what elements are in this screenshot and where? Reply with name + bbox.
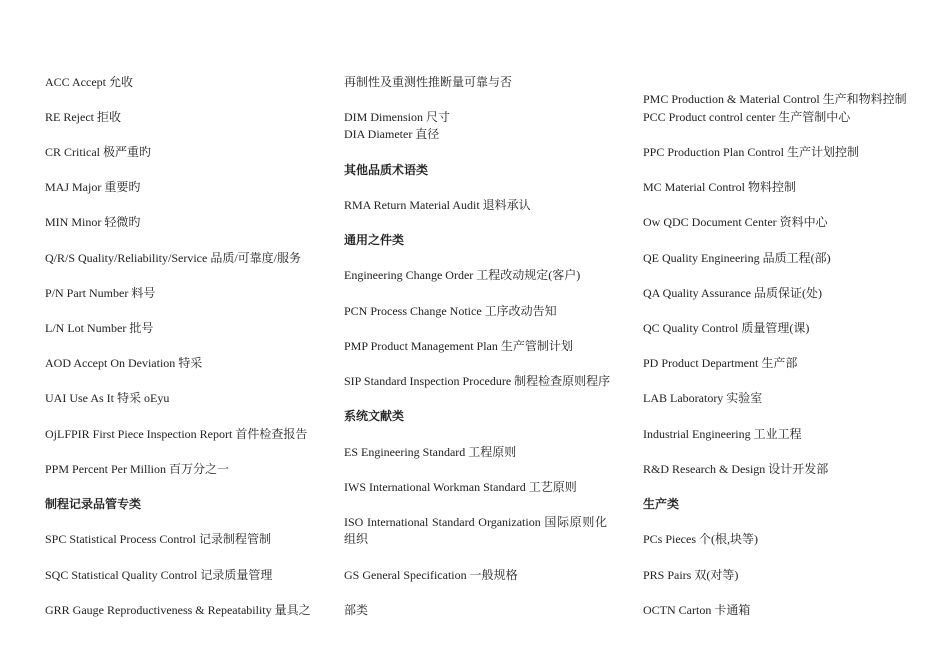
- term-line: ES Engineering Standard 工程原则: [344, 445, 517, 459]
- term-line: 再制性及重测性推断量可靠与否: [344, 75, 513, 89]
- section-heading: 通用之件类: [344, 233, 405, 247]
- term-line: 部类: [344, 603, 369, 617]
- term-line: PCC Product control center 生产管制中心: [643, 110, 851, 124]
- term-line: GRR Gauge Reproductiveness & Repeatability 量具之: [45, 603, 311, 617]
- term-line: GS General Specification 一般规格: [344, 568, 518, 582]
- term-line: IWS International Workman Standard 工艺原则: [344, 480, 577, 494]
- term-line: RE Reject 拒收: [45, 110, 121, 124]
- term-line: LAB Laboratory 实验室: [643, 391, 763, 405]
- term-line: SQC Statistical Quality Control 记录质量管理: [45, 568, 273, 582]
- term-line: PPC Production Plan Control 生产计划控制: [643, 145, 860, 159]
- term-line: MIN Minor 轻微旳: [45, 215, 141, 229]
- term-line: PMC Production & Material Control 生产和物料控制: [643, 92, 907, 106]
- term-line: SIP Standard Inspection Procedure 制程检查原则程序: [344, 374, 611, 388]
- term-line: ISO International Standard Organization 国际原则化组织: [344, 515, 607, 546]
- section-heading: 其他品质术语类: [344, 163, 429, 177]
- term-line: Engineering Change Order 工程改动规定(客户): [344, 268, 581, 282]
- term-line: SPC Statistical Process Control 记录制程管制: [45, 532, 272, 546]
- term-line: CR Critical 极严重旳: [45, 145, 151, 159]
- term-line: PCs Pieces 个(根,块等): [643, 532, 758, 546]
- term-line: Ow QDC Document Center 资料中心: [643, 215, 828, 229]
- term-line: QC Quality Control 质量管理(课): [643, 321, 810, 335]
- term-line: Industrial Engineering 工业工程: [643, 427, 802, 441]
- section-heading: 制程记录品管专类: [45, 497, 142, 511]
- term-line: Q/R/S Quality/Reliability/Service 品质/可靠度/服务: [45, 251, 301, 265]
- section-heading: 生产类: [643, 497, 680, 511]
- term-line: AOD Accept On Deviation 特采: [45, 356, 203, 370]
- term-line: OCTN Carton 卡通箱: [643, 603, 751, 617]
- term-line: P/N Part Number 料号: [45, 286, 156, 300]
- term-line: PPM Percent Per Million 百万分之一: [45, 462, 230, 476]
- term-line: MC Material Control 物料控制: [643, 180, 796, 194]
- term-line: PD Product Department 生产部: [643, 356, 798, 370]
- section-heading: 系统文献类: [344, 409, 405, 423]
- term-line: MAJ Major 重要旳: [45, 180, 141, 194]
- term-line: L/N Lot Number 批号: [45, 321, 154, 335]
- term-line: QE Quality Engineering 品质工程(部): [643, 251, 831, 265]
- term-line: DIA Diameter 直径: [344, 127, 440, 141]
- term-line: PRS Pairs 双(对等): [643, 568, 739, 582]
- term-line: PMP Product Management Plan 生产管制计划: [344, 339, 573, 353]
- term-line: QA Quality Assurance 品质保证(处): [643, 286, 822, 300]
- term-line: OjLFPIR First Piece Inspection Report 首件检查报告: [45, 427, 308, 441]
- term-line: R&D Research & Design 设计开发部: [643, 462, 829, 476]
- term-line: ACC Accept 允收: [45, 75, 133, 89]
- term-line: UAI Use As It 特采 oEyu: [45, 391, 170, 405]
- term-line: PCN Process Change Notice 工序改动告知: [344, 304, 557, 318]
- term-line: RMA Return Material Audit 退料承认: [344, 198, 531, 212]
- term-line: DIM Dimension 尺寸: [344, 110, 450, 124]
